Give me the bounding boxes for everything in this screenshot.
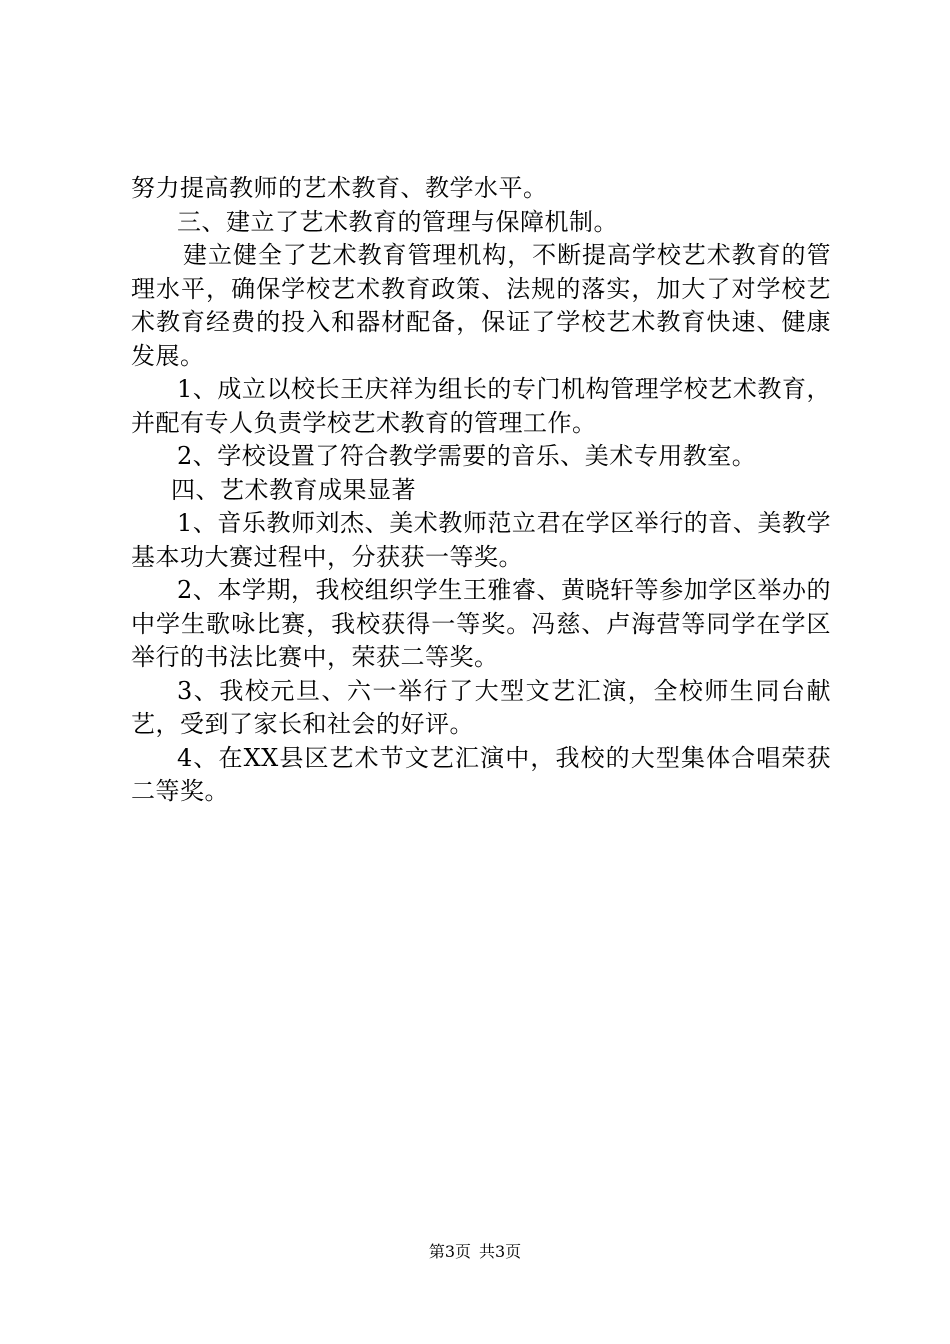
achievement-item-1: 1、音乐教师刘杰、美术教师范立君在学区举行的音、美教学基本功大赛过程中，分获获一等奖。	[131, 509, 831, 571]
achievement-item-2: 2、本学期，我校组织学生王雅睿、黄晓轩等参加学区举办的中学生歌咏比赛，我校获得一等奖。冯慈、卢海营等同学在学区举行的书法比赛中，荣获二等奖。	[131, 576, 831, 671]
list-item-1: 1、成立以校长王庆祥为组长的专门机构管理学校艺术教育，并配有专人负责学校艺术教育的管理工作。	[131, 375, 831, 437]
section-heading-4: 四、艺术教育成果显著	[171, 475, 416, 504]
achievement-item-3: 3、我校元旦、六一举行了大型文艺汇演，全校师生同台献艺，受到了家长和社会的好评。	[131, 676, 831, 738]
paragraph-management: 建立健全了艺术教育管理机构，不断提高学校艺术教育的管理水平，确保学校艺术教育政策、法规的落实，加大了对学校艺术教育经费的投入和器材配备，保证了学校艺术教育快速、健康发展。	[131, 241, 831, 370]
page-total: 共3页	[479, 1242, 522, 1261]
achievement-item-4: 4、在XX县区艺术节文艺汇演中，我校的大型集体合唱荣获二等奖。	[131, 743, 831, 805]
document-body	[131, 172, 831, 809]
page-number: 第3页	[428, 1242, 471, 1261]
page-footer	[0, 1242, 950, 1262]
section-heading-3: 三、建立了艺术教育的管理与保障机制。	[177, 207, 618, 236]
paragraph-continuation: 努力提高教师的艺术教育、教学水平。	[131, 174, 548, 202]
list-item-2: 2、学校设置了符合教学需要的音乐、美术专用教室。	[177, 442, 757, 470]
